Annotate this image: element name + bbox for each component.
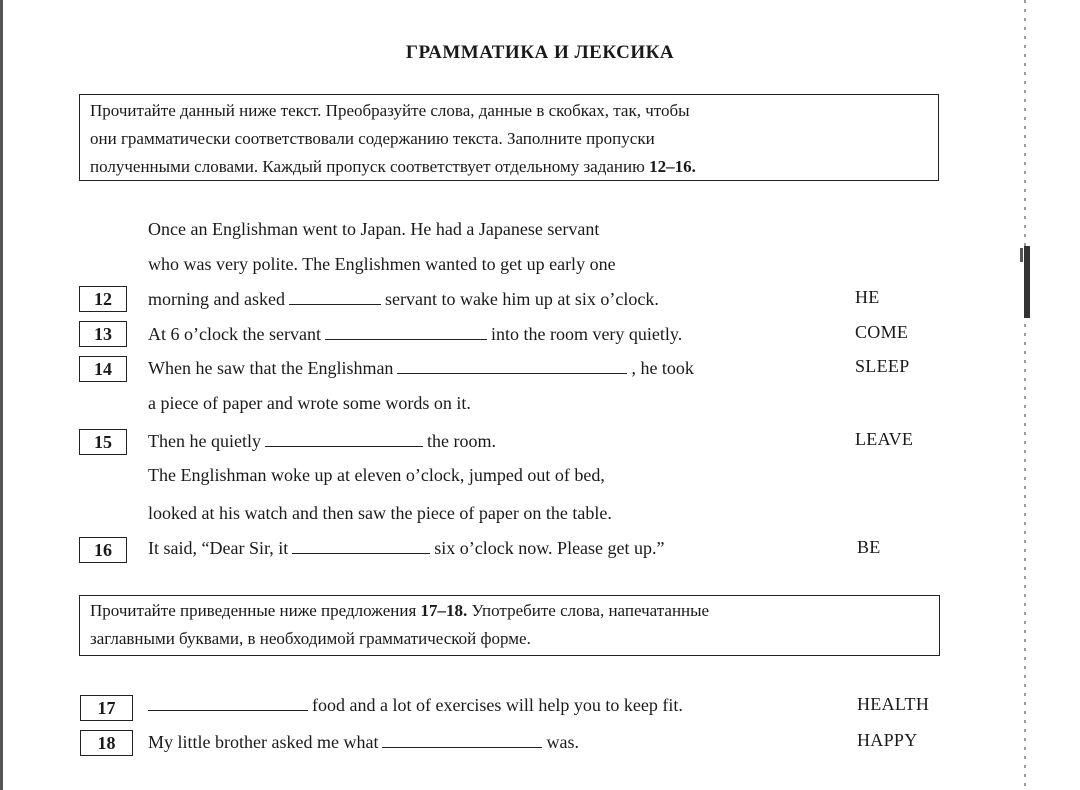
task-number-13: 13: [79, 321, 127, 347]
answer-blank-18[interactable]: [382, 729, 542, 748]
task-number-16: 16: [79, 537, 127, 563]
task-14-continuation: a piece of paper and wrote some words on it.: [148, 393, 471, 413]
task-number-15: 15: [79, 429, 127, 455]
text-line-intro-1: Once an Englishman went to Japan. He had a Japanese servant: [148, 219, 600, 239]
task-13-text-after: into the room very quietly.: [490, 324, 683, 344]
task-line-17: [148, 692, 683, 717]
task-13-text-before: At 6 o’clock the servant: [148, 324, 321, 344]
instructions-line-3-text: полученными словами. Каждый пропуск соответствует отдельному заданию: [90, 157, 650, 176]
scan-right-edge: [1024, 0, 1026, 790]
source-word-16: BE: [857, 537, 881, 557]
task-12-text-after: servant to wake him up at six o’clock.: [384, 289, 659, 309]
answer-blank-16[interactable]: [292, 535, 430, 554]
task-number-12: 12: [79, 286, 127, 312]
instructions-2-line-1: [90, 597, 929, 625]
source-word-15: LEAVE: [855, 429, 914, 449]
task-17-text-after: food and a lot of exercises will help you to keep fit.: [312, 695, 683, 715]
source-word-18: HAPPY: [857, 730, 918, 750]
task-14-text-before: When he saw that the Englishman: [148, 358, 394, 378]
instructions-box-17-18: [79, 595, 940, 656]
instructions-2-line-1-a: Прочитайте приведенные ниже предложения: [90, 601, 421, 620]
scan-binding-mark-small: [1020, 248, 1023, 262]
task-line-15: [148, 428, 496, 453]
answer-blank-14[interactable]: [397, 355, 627, 374]
instructions-box-12-16: [79, 94, 939, 181]
scan-binding-mark: [1024, 246, 1030, 318]
text-line-mid-1: The Englishman woke up at eleven o’clock, jumped out of bed,: [148, 465, 605, 485]
task-number-14: 14: [79, 356, 127, 382]
task-line-12: [148, 286, 659, 311]
answer-blank-15[interactable]: [265, 428, 423, 447]
task-line-13: [148, 321, 682, 346]
task-14-text-after: , he took: [631, 358, 694, 378]
task-18-text-before: My little brother asked me what: [148, 732, 379, 752]
source-word-12: HE: [855, 287, 880, 307]
task-15-text-after: the room.: [426, 431, 496, 451]
source-word-13: COME: [855, 322, 909, 342]
task-16-text-before: It said, “Dear Sir, it: [148, 538, 289, 558]
answer-blank-12[interactable]: [289, 286, 381, 305]
answer-blank-17[interactable]: [148, 692, 308, 711]
instructions-line-2: они грамматически соответствовали содержанию текста. Заполните пропуски: [90, 129, 655, 148]
page-title: ГРАММАТИКА И ЛЕКСИКА: [405, 42, 675, 63]
instructions-line-3: [90, 153, 928, 181]
task-number-18: 18: [80, 730, 133, 756]
source-word-17: HEALTH: [857, 694, 930, 714]
task-12-text-before: morning and asked: [148, 289, 285, 309]
task-line-14: [148, 355, 694, 380]
task-15-text-before: Then he quietly: [148, 431, 261, 451]
task-line-18: [148, 729, 579, 754]
answer-blank-13[interactable]: [325, 321, 487, 340]
instructions-line-1: Прочитайте данный ниже текст. Преобразуйте слова, данные в скобках, так, чтобы: [90, 101, 690, 120]
source-word-14: SLEEP: [855, 356, 910, 376]
instructions-2-line-2: заглавными буквами, в необходимой грамматической форме.: [90, 629, 531, 648]
task-16-text-after: six o’clock now. Please get up.”: [434, 538, 665, 558]
scan-left-edge: [0, 0, 3, 790]
task-line-16: [148, 535, 665, 560]
task-number-17: 17: [80, 695, 133, 721]
text-line-mid-2: looked at his watch and then saw the piece of paper on the table.: [148, 503, 612, 523]
instructions-2-line-1-c: Употребите слова, напечатанные: [467, 601, 710, 620]
task-18-text-after: was.: [546, 732, 579, 752]
text-line-intro-2: who was very polite. The Englishmen wanted to get up early one: [148, 254, 616, 274]
task-range: 12–16.: [649, 157, 696, 176]
task-range-2: 17–18.: [420, 601, 468, 620]
